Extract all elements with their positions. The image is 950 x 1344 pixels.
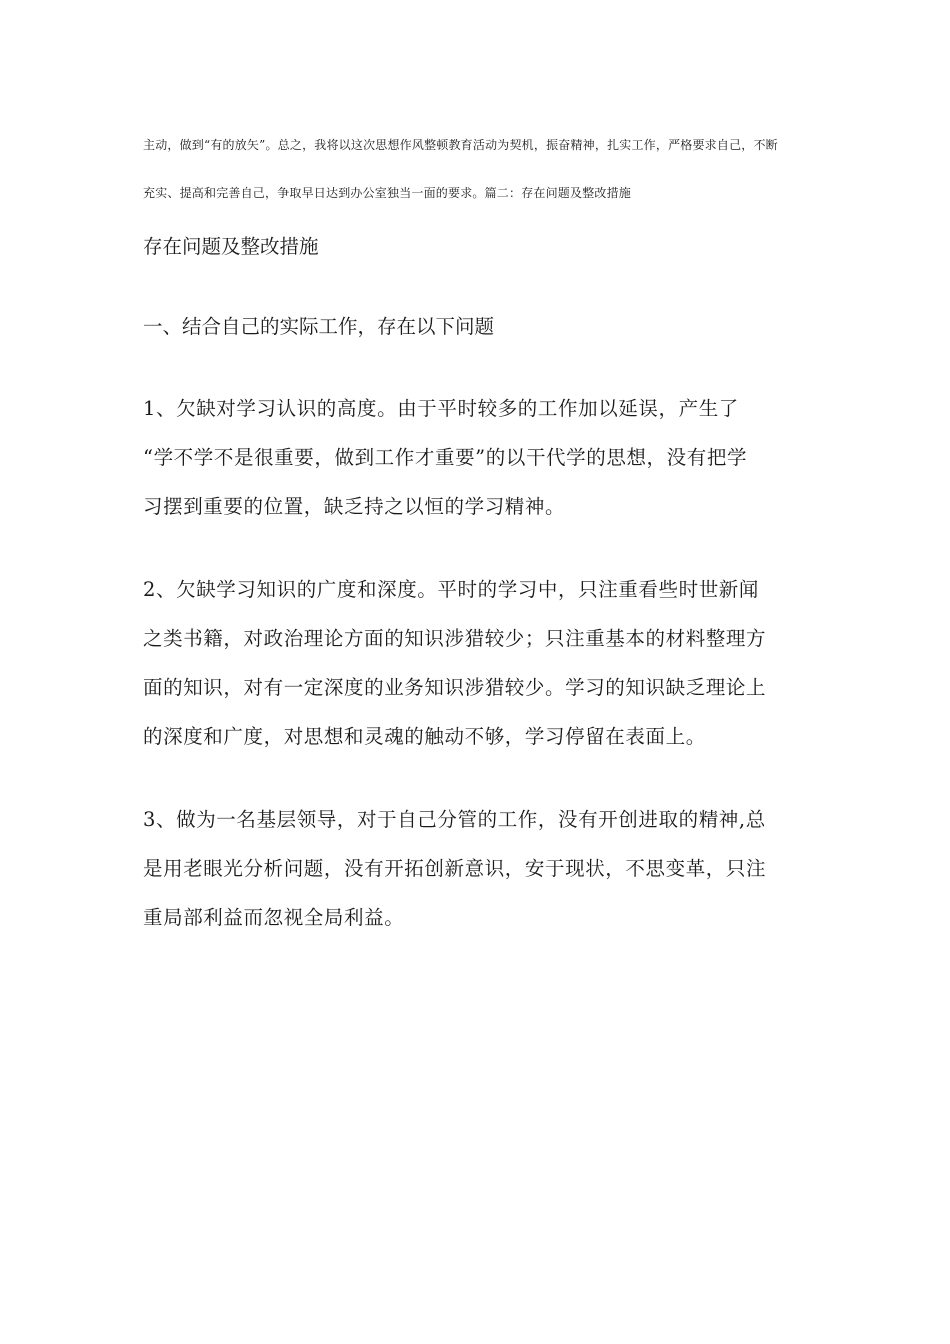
item2-line-3: 面的知识，对有一定深度的业务知识涉猎较少。学习的知识缺乏理论上 bbox=[143, 676, 767, 699]
intro-line-2: 充实、提高和完善自己，争取早日达到办公室独当一面的要求。篇二：存在问题及整改措施 bbox=[143, 186, 632, 200]
item3-line-3: 重局部利益而忽视全局利益。 bbox=[143, 906, 405, 929]
item2-line-1: 2、欠缺学习知识的广度和深度。平时的学习中，只注重看些时世新闻 bbox=[143, 578, 760, 601]
item1-line-2: “学不学不是很重要，做到工作才重要”的以干代学的思想，没有把学 bbox=[143, 446, 748, 469]
item3-line-2: 是用老眼光分析问题，没有开拓创新意识，安于现状，不思变革，只注 bbox=[143, 857, 767, 880]
document-title: 存在问题及整改措施 bbox=[143, 235, 319, 258]
intro-line-1: 主动，做到“有的放矢”。总之，我将以这次思想作风整顿教育活动为契机，振奋精神，扎实工作，严格要求自己，不断 bbox=[143, 138, 778, 152]
section-heading-1: 一、结合自己的实际工作，存在以下问题 bbox=[143, 315, 495, 338]
item1-line-1: 1、欠缺对学习认识的高度。由于平时较多的工作加以延误，产生了 bbox=[143, 397, 739, 420]
item1-line-3: 习摆到重要的位置，缺乏持之以恒的学习精神。 bbox=[143, 495, 566, 518]
item2-line-4: 的深度和广度，对思想和灵魂的触动不够，学习停留在表面上。 bbox=[143, 725, 706, 748]
item2-line-2: 之类书籍，对政治理论方面的知识涉猎较少；只注重基本的材料整理方 bbox=[143, 627, 767, 650]
item3-line-1: 3、做为一名基层领导，对于自己分管的工作，没有开创进取的精神,总 bbox=[143, 808, 766, 831]
